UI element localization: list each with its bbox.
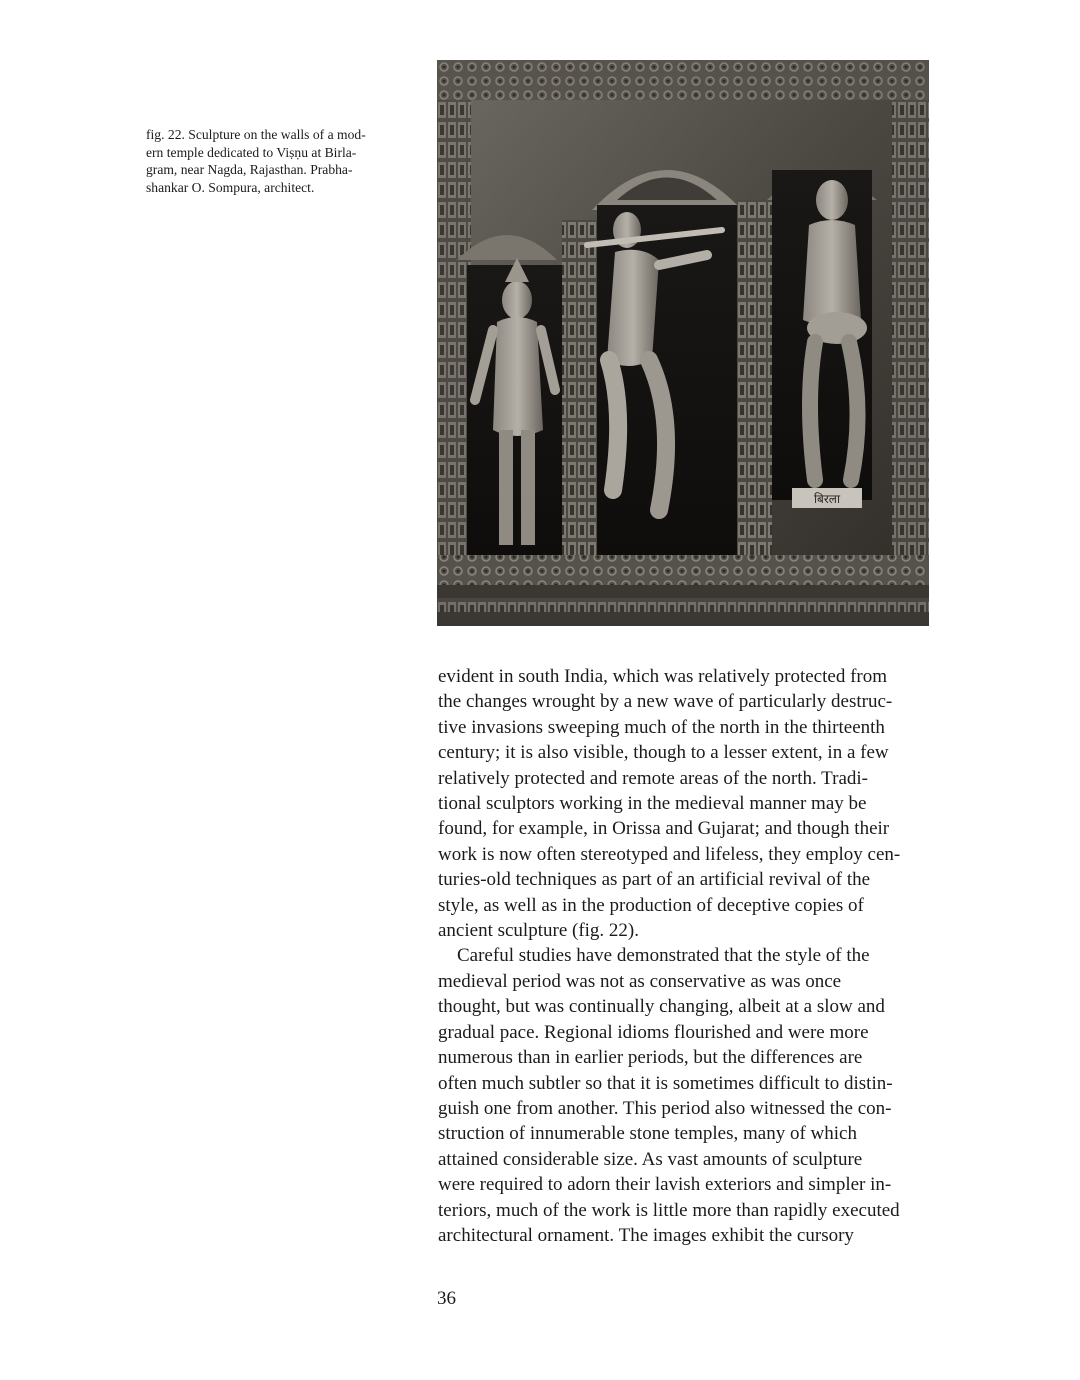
text-line: medieval period was not as conservative as was once xyxy=(438,970,842,992)
text-line: relatively protected and remote areas of the north. Tradi- xyxy=(438,767,868,789)
text-line: teriors, much of the work is little more than rapidly executed xyxy=(438,1199,900,1221)
text-line: ancient sculpture (fig. 22). xyxy=(438,920,640,942)
text-line: the changes wrought by a new wave of particularly destruc- xyxy=(438,691,893,713)
text-line: work is now often stereotyped and lifeless, they employ cen- xyxy=(438,843,901,865)
signboard-text: बिरला xyxy=(813,492,841,506)
text-line: gradual pace. Regional idioms flourished and were more xyxy=(438,1021,869,1043)
text-line: found, for example, in Orissa and Gujarat; and though their xyxy=(438,818,890,840)
text-line: tional sculptors working in the medieval manner may be xyxy=(438,793,867,815)
text-line: architectural ornament. The images exhibit the cursory xyxy=(438,1224,854,1246)
text-line: century; it is also visible, though to a lesser extent, in a few xyxy=(438,742,889,764)
figure-caption xyxy=(146,126,396,196)
text-line: numerous than in earlier periods, but the differences are xyxy=(438,1047,863,1069)
text-line: often much subtler so that it is sometimes difficult to distin- xyxy=(438,1072,893,1094)
caption-line: shankar O. Sompura, architect. xyxy=(146,179,315,195)
text-line: evident in south India, which was relatively protected from xyxy=(438,666,888,687)
temple-sculpture-photo xyxy=(437,60,929,626)
text-line: struction of innumerable stone temples, many of which xyxy=(438,1123,857,1145)
text-line: attained considerable size. As vast amounts of sculpture xyxy=(438,1148,863,1170)
text-line: thought, but was continually changing, albeit at a slow and xyxy=(438,996,885,1018)
text-line: style, as well as in the production of deceptive copies of xyxy=(438,894,864,916)
text-line: tive invasions sweeping much of the north in the thirteenth xyxy=(438,716,885,738)
text-line: Careful studies have demonstrated that the style of the xyxy=(457,945,870,967)
caption-line: ern temple dedicated to Viṣṇu at Birla- xyxy=(146,144,357,160)
text-line: turies-old techniques as part of an artificial revival of the xyxy=(438,869,871,891)
caption-line: fig. 22. Sculpture on the walls of a mod- xyxy=(146,127,366,142)
caption-line: gram, near Nagda, Rajasthan. Prabha- xyxy=(146,162,353,178)
text-line: were required to adorn their lavish exteriors and simpler in- xyxy=(438,1174,892,1196)
page-number: 36 xyxy=(437,1288,456,1309)
body-text xyxy=(438,664,1038,1248)
text-line: guish one from another. This period also witnessed the con- xyxy=(438,1097,892,1119)
